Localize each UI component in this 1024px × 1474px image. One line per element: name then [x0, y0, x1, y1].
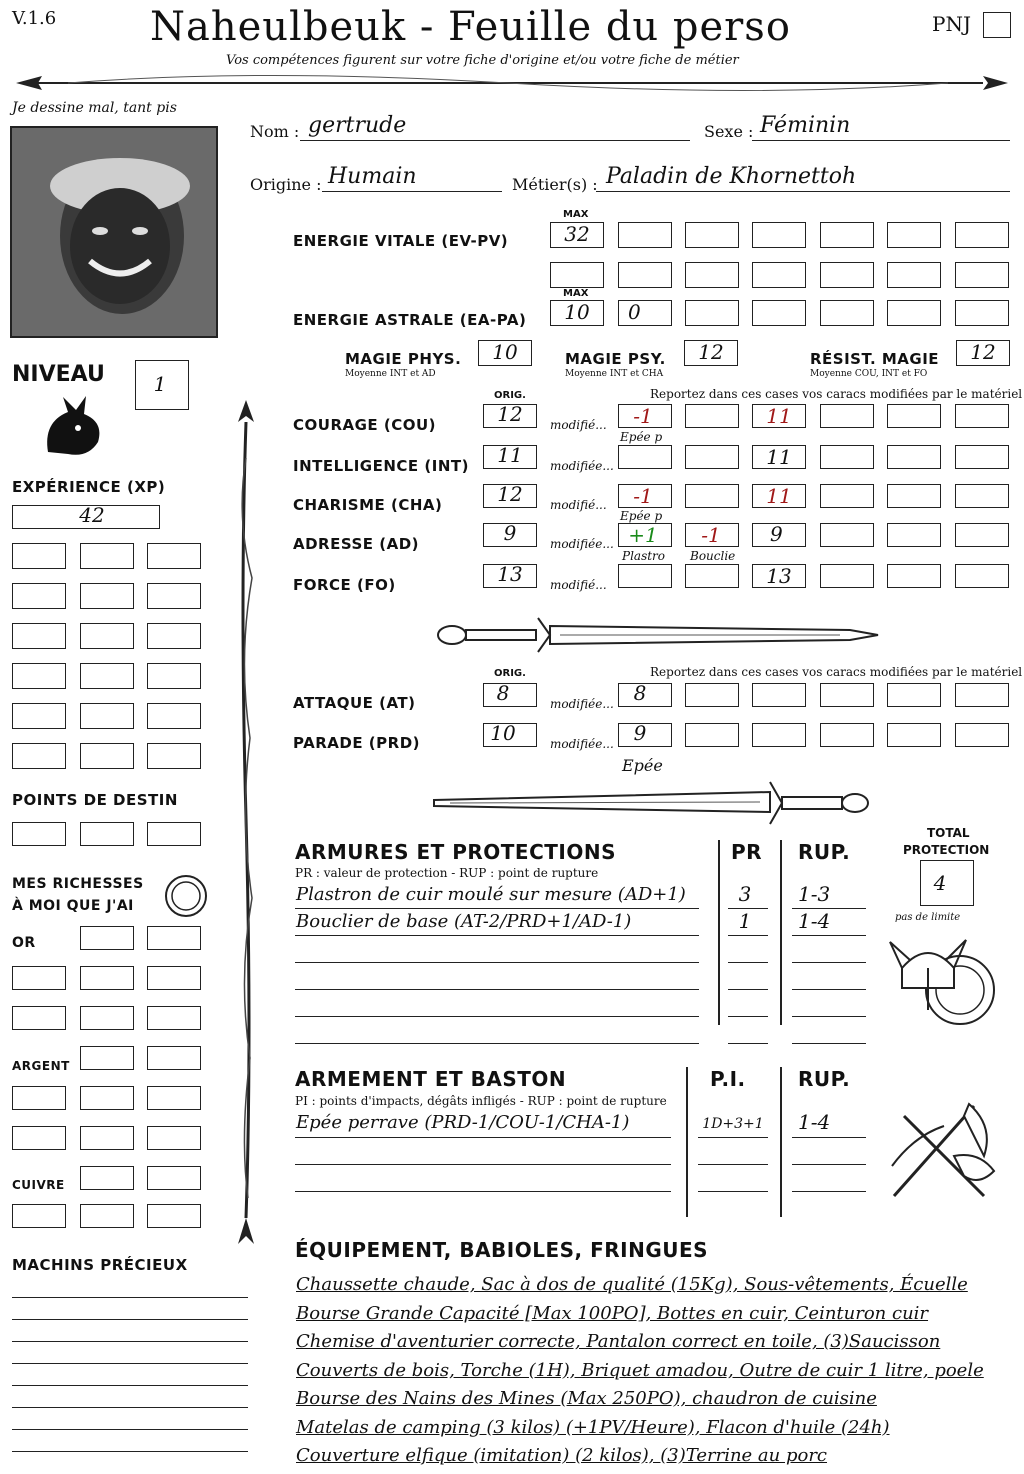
prd-mod-box[interactable]	[752, 723, 806, 747]
ev-box[interactable]	[752, 262, 806, 288]
sword2-decoration	[430, 778, 880, 828]
wealth-box[interactable]	[80, 966, 134, 990]
xp-box[interactable]	[12, 663, 66, 689]
cha-orig-value: 12	[497, 482, 523, 506]
xp-box[interactable]	[12, 743, 66, 769]
fo-label: FORCE (FO)	[293, 576, 396, 594]
combat-report-note: Reportez dans ces cases vos caracs modifiées par le matériel	[650, 665, 1023, 679]
wealth-box[interactable]	[147, 1086, 201, 1110]
wealth-label2: À MOI QUE J'AI	[12, 898, 134, 914]
wealth-box[interactable]	[12, 1126, 66, 1150]
cou-orig-value: 12	[497, 402, 523, 426]
cou-final-value: 11	[766, 404, 792, 428]
version-label: V.1.6	[12, 8, 57, 29]
int-modif-label: modifiée...	[550, 459, 614, 473]
at-orig-value: 8	[496, 681, 510, 705]
xp-box[interactable]	[147, 583, 201, 609]
wealth-box[interactable]	[80, 1046, 134, 1070]
ev-box[interactable]	[887, 222, 941, 248]
top-arrow-decoration	[8, 68, 1016, 98]
equipment-line[interactable]: Bourse Grande Capacité [Max 100PO], Bottes en cuir, Ceinturon cuir	[296, 1302, 929, 1324]
armor-rup-header: RUP.	[798, 840, 851, 864]
ev-box[interactable]	[955, 222, 1009, 248]
ev-label: ENERGIE VITALE (EV-PV)	[293, 232, 509, 250]
sexe-field[interactable]: Féminin	[760, 113, 851, 138]
at-mod-box[interactable]	[955, 683, 1009, 707]
equipment-line[interactable]: Couverts de bois, Torche (1H), Briquet amadou, Outre de cuir 1 litre, poele	[296, 1359, 984, 1381]
resist-magie-label: RÉSIST. MAGIE	[810, 350, 940, 368]
cou-mod-box[interactable]	[685, 404, 739, 428]
magie-phys-value: 10	[492, 340, 518, 364]
prd-label: PARADE (PRD)	[293, 734, 421, 752]
sword-decoration	[430, 612, 880, 658]
armor-item-name[interactable]: Plastron de cuir moulé sur mesure (AD+1)	[296, 884, 686, 905]
magie-psy-value: 12	[698, 340, 724, 364]
nom-label: Nom :	[250, 122, 300, 141]
armor-item-name[interactable]: Bouclier de base (AT-2/PRD+1/AD-1)	[296, 911, 632, 932]
equipment-line[interactable]: Couverture elfique (imitation) (2 kilos), (3)Terrine au porc	[296, 1445, 828, 1466]
destin-box[interactable]	[80, 822, 134, 846]
ev-box[interactable]	[685, 222, 739, 248]
armor-note: PR : valeur de protection - RUP : point de rupture	[295, 866, 599, 880]
cou-mod-value: -1	[633, 404, 653, 428]
ev-box[interactable]	[618, 222, 672, 248]
ev-box[interactable]	[820, 222, 874, 248]
ea-max-value: 10	[564, 300, 590, 324]
wealth-box[interactable]	[80, 926, 134, 950]
int-label: INTELLIGENCE (INT)	[293, 457, 469, 475]
ea-box[interactable]	[820, 300, 874, 326]
equipment-line[interactable]: Chemise d'aventurier correcte, Pantalon correct en toile, (3)Saucisson	[296, 1331, 941, 1352]
xp-box[interactable]	[80, 583, 134, 609]
ea-box[interactable]	[752, 300, 806, 326]
prd-note: Epée	[622, 756, 663, 775]
portrait-caption: Je dessine mal, tant pis	[12, 100, 177, 116]
combat-orig-label: ORIG.	[494, 668, 526, 679]
cha-final-value: 11	[766, 484, 792, 508]
cou-mod-box[interactable]	[887, 404, 941, 428]
prd-mod-box[interactable]	[685, 723, 739, 747]
ea-current-value: 0	[628, 300, 641, 324]
wealth-label1: MES RICHESSES	[12, 876, 144, 892]
xp-box[interactable]	[147, 663, 201, 689]
xp-box[interactable]	[12, 703, 66, 729]
resist-magie-note: Moyenne COU, INT et FO	[810, 369, 928, 379]
wealth-box[interactable]	[12, 1204, 66, 1228]
fo-mod-box[interactable]	[955, 564, 1009, 588]
weapons-title: ARMEMENT ET BASTON	[295, 1067, 567, 1091]
stats-report-note: Reportez dans ces cases vos caracs modifiées par le matériel	[650, 387, 1023, 401]
at-mod-box[interactable]	[820, 683, 874, 707]
fo-modif-label: modifié...	[550, 578, 607, 592]
fo-orig-value: 13	[497, 562, 523, 586]
magie-phys-label: MAGIE PHYS.	[345, 350, 462, 368]
xp-box[interactable]	[80, 703, 134, 729]
page-subtitle: Vos compétences figurent sur votre fiche d'origine et/ou votre fiche de métier	[226, 53, 739, 68]
pnj-label: PNJ	[932, 12, 971, 36]
ea-box[interactable]	[685, 300, 739, 326]
ev-max-value: 32	[564, 222, 590, 246]
cha-mod-box[interactable]	[820, 484, 874, 508]
weapon-item-rup[interactable]: 1-4	[798, 1110, 831, 1134]
destin-label: POINTS DE DESTIN	[12, 791, 178, 809]
magie-phys-note: Moyenne INT et AD	[345, 369, 436, 379]
ad-label: ADRESSE (AD)	[293, 535, 420, 553]
magie-psy-note: Moyenne INT et CHA	[565, 369, 664, 379]
weapon-item-pi[interactable]: 1D+3+1	[702, 1116, 764, 1132]
cha-mod-value: -1	[633, 484, 653, 508]
weapon-item-name[interactable]: Epée perrave (PRD-1/COU-1/CHA-1)	[296, 1112, 630, 1133]
int-mod-box[interactable]	[887, 445, 941, 469]
wealth-box[interactable]	[80, 1126, 134, 1150]
int-orig-value: 11	[497, 443, 523, 467]
fo-final-value: 13	[766, 564, 792, 588]
cha-label: CHARISME (CHA)	[293, 496, 443, 514]
total-protection-label2: PROTECTION	[903, 843, 990, 857]
at-final-value: 8	[633, 681, 647, 705]
page-title: Naheulbeuk - Feuille du perso	[150, 4, 791, 50]
cou-mod-box[interactable]	[955, 404, 1009, 428]
weapons-rup-header: RUP.	[798, 1067, 851, 1091]
machins-label: MACHINS PRÉCIEUX	[12, 1256, 188, 1274]
origine-label: Origine :	[250, 175, 322, 194]
cha-mod-box[interactable]	[887, 484, 941, 508]
ad-mod1-value: +1	[628, 523, 658, 547]
xp-box[interactable]	[12, 543, 66, 569]
wealth-box[interactable]	[147, 1046, 201, 1070]
wealth-box[interactable]	[147, 1204, 201, 1228]
ad-mod1-note: Plastro	[622, 549, 666, 563]
ad-mod-box[interactable]	[887, 523, 941, 547]
ad-mod-box[interactable]	[820, 523, 874, 547]
prd-orig-value: 10	[490, 721, 516, 745]
wealth-box[interactable]	[80, 1086, 134, 1110]
armor-item-rup[interactable]: 1-4	[798, 909, 831, 933]
dragon-icon	[38, 392, 108, 462]
prd-mod-box[interactable]	[887, 723, 941, 747]
destin-box[interactable]	[147, 822, 201, 846]
ad-mod-box[interactable]	[955, 523, 1009, 547]
cha-mod-box[interactable]	[685, 484, 739, 508]
xp-box[interactable]	[147, 543, 201, 569]
xp-box[interactable]	[80, 543, 134, 569]
xp-box[interactable]	[80, 663, 134, 689]
xp-box[interactable]	[12, 583, 66, 609]
prd-final-value: 9	[633, 721, 647, 745]
prd-mod-box[interactable]	[955, 723, 1009, 747]
wealth-box[interactable]	[147, 1166, 201, 1190]
equipment-title: ÉQUIPEMENT, BABIOLES, FRINGUES	[295, 1238, 709, 1262]
pnj-checkbox[interactable]	[983, 12, 1011, 38]
spear-divider	[230, 398, 262, 1248]
xp-value: 42	[79, 503, 105, 527]
fo-mod-box[interactable]	[820, 564, 874, 588]
int-mod-box[interactable]	[618, 445, 672, 469]
metier-field[interactable]: Paladin de Khornettoh	[606, 164, 857, 189]
limit-note: pas de limite	[895, 912, 961, 923]
xp-label: EXPÉRIENCE (XP)	[12, 478, 166, 496]
sexe-label: Sexe :	[704, 122, 754, 141]
armor-title: ARMURES ET PROTECTIONS	[295, 840, 616, 864]
or-label: OR	[12, 935, 36, 951]
wealth-box[interactable]	[147, 1126, 201, 1150]
ad-mod2-value: -1	[701, 523, 721, 547]
ad-mod2-note: Bouclie	[690, 549, 736, 563]
ev-box[interactable]	[820, 262, 874, 288]
armor-pr-header: PR	[731, 840, 763, 864]
stats-orig-label: ORIG.	[494, 390, 526, 401]
int-mod-box[interactable]	[955, 445, 1009, 469]
at-mod-box[interactable]	[685, 683, 739, 707]
cou-mod-note: Epée p	[620, 430, 663, 444]
ev-box[interactable]	[955, 262, 1009, 288]
ev-box[interactable]	[887, 262, 941, 288]
int-final-value: 11	[766, 445, 792, 469]
cha-mod-box[interactable]	[955, 484, 1009, 508]
total-protection-value: 4	[933, 871, 947, 895]
at-label: ATTAQUE (AT)	[293, 694, 416, 712]
xp-box[interactable]	[147, 623, 201, 649]
ea-label: ENERGIE ASTRALE (EA-PA)	[293, 311, 527, 329]
origine-field[interactable]: Humain	[328, 164, 417, 189]
fo-mod-box[interactable]	[618, 564, 672, 588]
argent-label: ARGENT	[12, 1059, 70, 1073]
weapons-pi-header: P.I.	[710, 1067, 746, 1091]
cou-modif-label: modifié...	[550, 418, 607, 432]
ev-box[interactable]	[752, 222, 806, 248]
wealth-box[interactable]	[147, 926, 201, 950]
wealth-box[interactable]	[147, 1006, 201, 1030]
ea-box[interactable]	[955, 300, 1009, 326]
prd-mod-box[interactable]	[820, 723, 874, 747]
portrait-image	[10, 126, 218, 338]
destin-box[interactable]	[12, 822, 66, 846]
wealth-box[interactable]	[80, 1006, 134, 1030]
wealth-box[interactable]	[12, 966, 66, 990]
armor-item-pr[interactable]: 1	[738, 909, 752, 933]
nom-field[interactable]: gertrude	[308, 113, 407, 138]
xp-box[interactable]	[147, 703, 201, 729]
at-modif-label: modifiée...	[550, 697, 614, 711]
int-mod-box[interactable]	[685, 445, 739, 469]
equipment-line[interactable]: Chaussette chaude, Sac à dos de qualité (15Kg), Sous-vêtements, Écuelle	[296, 1274, 968, 1295]
cou-mod-box[interactable]	[820, 404, 874, 428]
magie-psy-label: MAGIE PSY.	[565, 350, 666, 368]
armor-item-rup[interactable]: 1-3	[798, 882, 831, 906]
prd-modif-label: modifiée...	[550, 737, 614, 751]
ev-max-label: MAX	[563, 209, 589, 220]
crossed-weapons-icon	[884, 1096, 1004, 1216]
ad-final-value: 9	[770, 522, 783, 546]
wealth-box[interactable]	[12, 1086, 66, 1110]
resist-magie-value: 12	[970, 340, 996, 364]
xp-box[interactable]	[80, 743, 134, 769]
cha-modif-label: modifié...	[550, 498, 607, 512]
xp-box[interactable]	[147, 743, 201, 769]
ea-box[interactable]	[887, 300, 941, 326]
at-mod-box[interactable]	[887, 683, 941, 707]
at-mod-box[interactable]	[752, 683, 806, 707]
fo-mod-box[interactable]	[685, 564, 739, 588]
weapons-note: PI : points d'impacts, dégâts infligés - RUP : point de rupture	[295, 1094, 667, 1108]
ev-box[interactable]	[685, 262, 739, 288]
equipment-line[interactable]: Bourse des Nains des Mines (Max 250PO), chaudron de cuisine	[296, 1388, 877, 1409]
wealth-box[interactable]	[147, 966, 201, 990]
int-mod-box[interactable]	[820, 445, 874, 469]
wealth-box[interactable]	[80, 1204, 134, 1228]
total-protection-label1: TOTAL	[927, 826, 970, 840]
niveau-value: 1	[153, 372, 167, 396]
niveau-label: NIVEAU	[12, 362, 105, 387]
wealth-box[interactable]	[12, 1006, 66, 1030]
ad-orig-value: 9	[503, 521, 517, 545]
ev-box[interactable]	[618, 262, 672, 288]
cou-label: COURAGE (COU)	[293, 416, 437, 434]
ev-box[interactable]	[550, 262, 604, 288]
fo-mod-box[interactable]	[887, 564, 941, 588]
equipment-line[interactable]: Matelas de camping (3 kilos) (+1PV/Heure), Flacon d'huile (24h)	[296, 1416, 890, 1438]
coin-icon	[162, 872, 210, 920]
armor-item-pr[interactable]: 3	[738, 882, 752, 906]
cha-mod-note: Epée p	[620, 509, 663, 523]
xp-box[interactable]	[80, 623, 134, 649]
metier-label: Métier(s) :	[512, 175, 598, 194]
xp-box[interactable]	[12, 623, 66, 649]
ad-modif-label: modifiée...	[550, 537, 614, 551]
wealth-box[interactable]	[80, 1166, 134, 1190]
ea-max-label: MAX	[563, 288, 589, 299]
cuivre-label: CUIVRE	[12, 1178, 65, 1192]
helmet-shield-icon	[888, 928, 998, 1038]
